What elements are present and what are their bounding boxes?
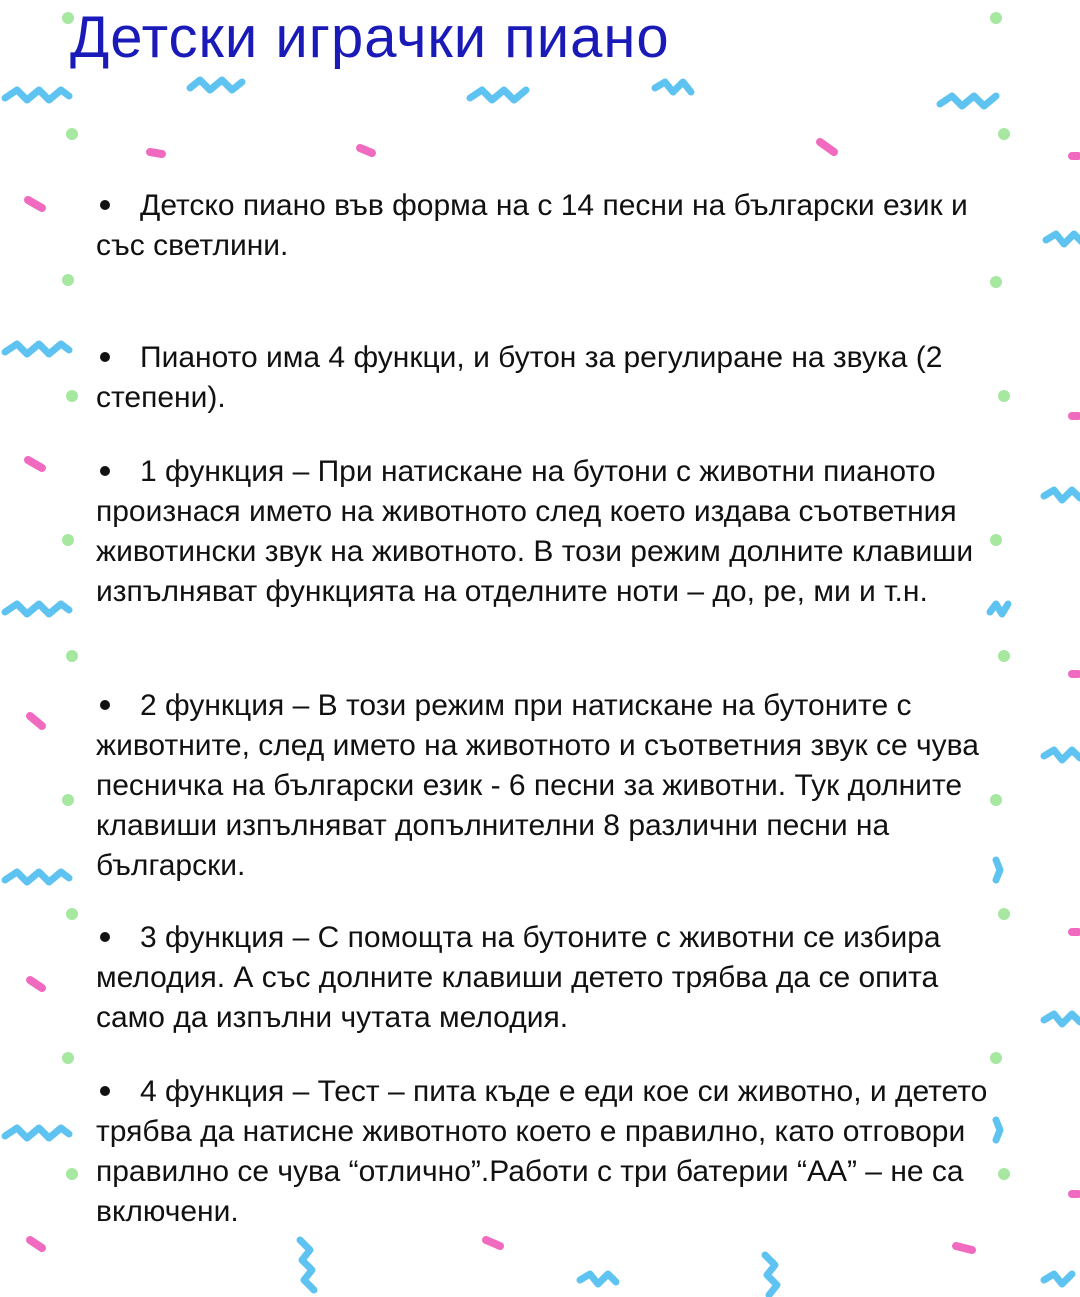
squiggle-decoration [5, 90, 69, 100]
dash-decoration [30, 1240, 42, 1248]
dash-decoration [30, 716, 42, 726]
squiggle-decoration [5, 1128, 69, 1138]
squiggle-decoration [580, 1274, 616, 1284]
dot-decoration [62, 794, 74, 806]
bullet-icon [100, 932, 110, 942]
squiggle-decoration [996, 1120, 1000, 1140]
dash-decoration [956, 1246, 972, 1250]
dot-decoration [998, 1168, 1010, 1180]
list-item-text: Детско пиано във форма на с 14 песни на български език и със светлини. [96, 189, 968, 262]
dash-decoration [28, 200, 42, 208]
squiggle-decoration [940, 96, 996, 106]
squiggle-decoration [996, 860, 1000, 880]
bullet-icon [100, 466, 110, 476]
squiggle-decoration [1046, 234, 1080, 244]
list-item-text: 1 функция – При натискане на бутони с животни пианото произнася името на животното след което издава съответния животински звук на животното. В този режим долните клавиши изпълняват функцията на отделните ноти – до, ре, ми и т.н. [96, 455, 974, 608]
dot-decoration [998, 128, 1010, 140]
dot-decoration [990, 276, 1002, 288]
dash-decoration [820, 142, 834, 152]
list-item-text: 3 функция – С помощта на бутоните с животни се избира мелодия. А със долните клавиши детето трябва да се опита само да изпълни чутата мелодия. [96, 921, 941, 1034]
squiggle-decoration [300, 1240, 314, 1290]
dot-decoration [66, 390, 78, 402]
dot-decoration [998, 908, 1010, 920]
bullet-icon [100, 200, 110, 210]
dash-decoration [486, 1240, 500, 1246]
dash-decoration [28, 460, 42, 468]
squiggle-decoration [1044, 1274, 1072, 1284]
squiggle-decoration [5, 872, 69, 882]
dot-decoration [990, 1052, 1002, 1064]
list-item [96, 338, 996, 418]
list-item-text: 2 функция – В този режим при натискане на бутоните с животните, след името на животното и съответния звук се чува песничка на български език - 6 песни за животни. Тук долните клавиши изпълняват допълнителни 8 различни песни на български. [96, 689, 979, 882]
list-item [96, 1072, 996, 1232]
dot-decoration [66, 650, 78, 662]
dot-decoration [66, 128, 78, 140]
squiggle-decoration [1044, 490, 1080, 500]
list-item [96, 186, 996, 266]
dot-decoration [62, 274, 74, 286]
list-item-text: Пианото има 4 функци, и бутон за регулиране на звука (2 степени). [96, 341, 943, 414]
dot-decoration [66, 1168, 78, 1180]
list-item [96, 452, 996, 612]
squiggle-decoration [190, 80, 242, 90]
bullet-icon [100, 1086, 110, 1096]
squiggle-decoration [5, 344, 69, 354]
squiggle-decoration [655, 82, 691, 92]
dot-decoration [62, 534, 74, 546]
dot-decoration [990, 12, 1002, 24]
dot-decoration [998, 390, 1010, 402]
squiggle-decoration [765, 1255, 777, 1295]
list-item [96, 918, 996, 1038]
squiggle-decoration [1044, 750, 1080, 760]
list-item-text: 4 функция – Тест – пита къде е еди кое си животно, и детето трябва да натисне животното което е правилно, като отговори правилно се чува “отлично”.Работи с три батерии “АА” – не са включени. [96, 1075, 988, 1228]
dot-decoration [66, 908, 78, 920]
list-item [96, 686, 996, 886]
dash-decoration [150, 152, 162, 154]
squiggle-decoration [1044, 1014, 1080, 1024]
dot-decoration [998, 650, 1010, 662]
bullet-icon [100, 352, 110, 362]
dash-decoration [30, 980, 42, 988]
bullet-icon [100, 700, 110, 710]
dot-decoration [62, 1052, 74, 1064]
squiggle-decoration [470, 90, 526, 100]
page-title: Детски играчки пиано [70, 5, 670, 70]
squiggle-decoration [5, 604, 69, 614]
dash-decoration [360, 148, 372, 153]
